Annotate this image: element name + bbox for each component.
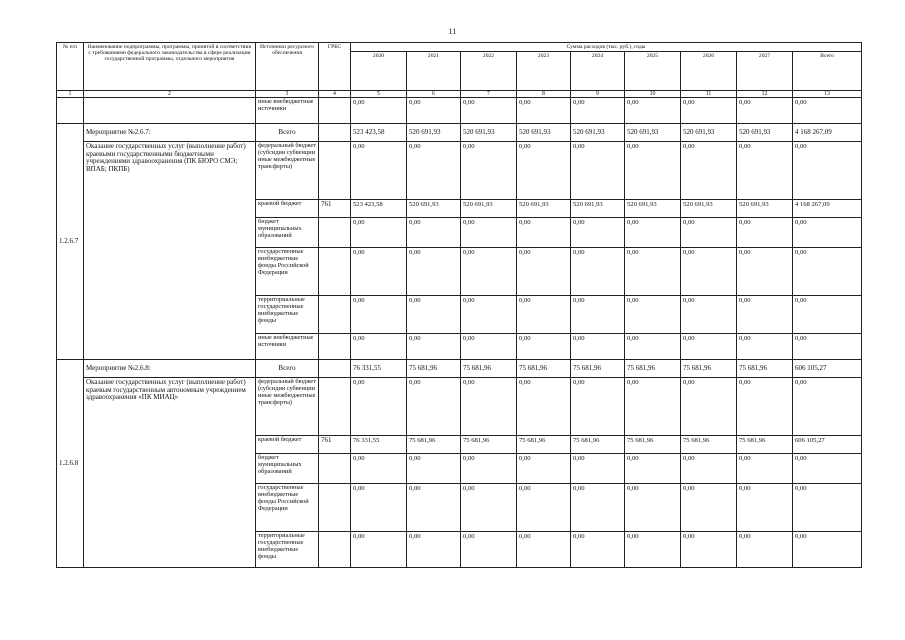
value-cell: 0,00 bbox=[681, 218, 737, 248]
value-cell: 76 331,55 bbox=[351, 436, 407, 454]
value-cell: 0,00 bbox=[517, 98, 571, 124]
event-number: 1.2.6.7 bbox=[57, 124, 84, 360]
value-cell: 0,00 bbox=[407, 98, 461, 124]
total-value: 520 691,93 bbox=[681, 124, 737, 142]
source-cell: федеральный бюджет (субсидии субвенции иные межбюджетные трансферты) bbox=[256, 378, 319, 436]
header-expenses: Сумма расходов (тыс. руб.), годы bbox=[351, 43, 862, 52]
value-cell: 0,00 bbox=[681, 484, 737, 532]
value-cell: 0,00 bbox=[517, 532, 571, 568]
grbs-cell bbox=[319, 378, 351, 436]
value-cell: 0,00 bbox=[407, 532, 461, 568]
value-cell: 75 681,96 bbox=[461, 436, 517, 454]
grbs-cell bbox=[319, 142, 351, 200]
value-cell: 0,00 bbox=[351, 296, 407, 334]
value-cell: 0,00 bbox=[737, 218, 793, 248]
total-value: 75 681,96 bbox=[681, 360, 737, 378]
value-cell: 0,00 bbox=[571, 334, 625, 360]
source-cell: краевой бюджет bbox=[256, 200, 319, 218]
value-cell: 0,00 bbox=[351, 454, 407, 484]
value-cell: 520 691,93 bbox=[737, 200, 793, 218]
column-number: 3 bbox=[256, 91, 319, 98]
table-row bbox=[57, 98, 862, 124]
event-description: Оказание государственных услуг (выполнение работ) краевыми государственными бюджетными учреждениями здравоохранения (ПК БЮРО СМЭ; ВПАБ; ПКПБ) bbox=[84, 142, 256, 360]
value-cell: 0,00 bbox=[681, 334, 737, 360]
source-cell: территориальные государственные внебюджетные фонды bbox=[256, 296, 319, 334]
value-cell: 0,00 bbox=[461, 484, 517, 532]
value-cell: 0,00 bbox=[737, 296, 793, 334]
grbs-cell bbox=[319, 248, 351, 296]
table-header bbox=[57, 43, 862, 98]
budget-table bbox=[56, 42, 862, 568]
value-cell: 0,00 bbox=[351, 378, 407, 436]
event-number: 1.2.6.8 bbox=[57, 360, 84, 568]
value-cell: 0,00 bbox=[737, 142, 793, 200]
value-cell: 0,00 bbox=[407, 454, 461, 484]
column-number: 10 bbox=[625, 91, 681, 98]
total-value: 75 681,96 bbox=[461, 360, 517, 378]
total-value: 520 691,93 bbox=[625, 124, 681, 142]
grbs-cell bbox=[319, 360, 351, 378]
source-cell: бюджет муниципальных образований bbox=[256, 454, 319, 484]
value-cell: 0,00 bbox=[625, 296, 681, 334]
total-value: 75 681,96 bbox=[407, 360, 461, 378]
value-cell: 0,00 bbox=[681, 532, 737, 568]
value-cell: 0,00 bbox=[625, 248, 681, 296]
total-value: 76 331,55 bbox=[351, 360, 407, 378]
value-cell: 0,00 bbox=[681, 378, 737, 436]
value-cell: 0,00 bbox=[407, 142, 461, 200]
total-value: 520 691,93 bbox=[461, 124, 517, 142]
grbs-cell bbox=[319, 124, 351, 142]
header-grbs: ГРБС bbox=[319, 43, 351, 91]
source-cell: иные внебюджетные источники bbox=[256, 98, 319, 124]
table-row bbox=[57, 124, 862, 142]
value-cell: 0,00 bbox=[737, 378, 793, 436]
value-cell: 0,00 bbox=[407, 218, 461, 248]
total-value: 75 681,96 bbox=[517, 360, 571, 378]
value-cell: 0,00 bbox=[517, 248, 571, 296]
value-cell: 0,00 bbox=[793, 532, 862, 568]
total-value: 520 691,93 bbox=[407, 124, 461, 142]
value-cell: 0,00 bbox=[571, 218, 625, 248]
value-cell: 0,00 bbox=[793, 98, 862, 124]
event-title: Мероприятие №2.6.8: bbox=[84, 360, 256, 378]
value-cell: 0,00 bbox=[461, 248, 517, 296]
value-cell: 75 681,96 bbox=[625, 436, 681, 454]
value-cell: 0,00 bbox=[461, 98, 517, 124]
total-value: 75 681,96 bbox=[571, 360, 625, 378]
header-year: 2020 bbox=[351, 52, 407, 91]
header-year: 2021 bbox=[407, 52, 461, 91]
column-number: 7 bbox=[461, 91, 517, 98]
header-year: 2023 bbox=[517, 52, 571, 91]
value-cell: 75 681,96 bbox=[571, 436, 625, 454]
grbs-cell: 761 bbox=[319, 200, 351, 218]
total-label: Всего bbox=[256, 360, 319, 378]
value-cell: 75 681,96 bbox=[737, 436, 793, 454]
grbs-cell bbox=[319, 296, 351, 334]
value-cell: 0,00 bbox=[737, 484, 793, 532]
value-cell: 0,00 bbox=[793, 296, 862, 334]
value-cell: 0,00 bbox=[793, 334, 862, 360]
value-cell: 0,00 bbox=[407, 378, 461, 436]
value-cell: 0,00 bbox=[461, 532, 517, 568]
value-cell: 0,00 bbox=[407, 248, 461, 296]
column-number: 9 bbox=[571, 91, 625, 98]
column-number: 13 bbox=[793, 91, 862, 98]
value-cell: 0,00 bbox=[351, 218, 407, 248]
source-cell: государственные внебюджетные фонды Российской Федерации bbox=[256, 248, 319, 296]
empty-cell bbox=[57, 98, 84, 124]
total-value: 523 423,58 bbox=[351, 124, 407, 142]
header-name: Наименование подпрограммы, программы, принятой в соответствии с требованиями федерального законодательства в сфере реализации государственной программы, отдельного мероприятия bbox=[84, 43, 256, 91]
total-value: 75 681,96 bbox=[625, 360, 681, 378]
value-cell: 0,00 bbox=[737, 454, 793, 484]
value-cell: 0,00 bbox=[681, 248, 737, 296]
page-number: 11 bbox=[448, 27, 457, 36]
value-cell: 0,00 bbox=[571, 454, 625, 484]
column-number: 4 bbox=[319, 91, 351, 98]
header-sources: Источники ресурсного обеспечения bbox=[256, 43, 319, 91]
value-cell: 0,00 bbox=[571, 378, 625, 436]
header-year: 2025 bbox=[625, 52, 681, 91]
value-cell: 0,00 bbox=[737, 248, 793, 296]
value-cell: 0,00 bbox=[681, 296, 737, 334]
header-year: 2027 bbox=[737, 52, 793, 91]
value-cell: 0,00 bbox=[407, 334, 461, 360]
value-cell: 0,00 bbox=[461, 218, 517, 248]
source-cell: территориальные государственные внебюджетные фонды bbox=[256, 532, 319, 568]
value-cell: 75 681,96 bbox=[517, 436, 571, 454]
value-cell: 0,00 bbox=[571, 98, 625, 124]
value-cell: 0,00 bbox=[461, 454, 517, 484]
value-cell: 0,00 bbox=[351, 532, 407, 568]
value-cell: 0,00 bbox=[517, 378, 571, 436]
value-cell: 520 691,93 bbox=[625, 200, 681, 218]
value-cell: 0,00 bbox=[737, 98, 793, 124]
grbs-cell bbox=[319, 454, 351, 484]
value-cell: 0,00 bbox=[351, 98, 407, 124]
source-cell: бюджет муниципальных образований bbox=[256, 218, 319, 248]
value-cell: 0,00 bbox=[461, 142, 517, 200]
value-cell: 0,00 bbox=[681, 98, 737, 124]
value-cell: 0,00 bbox=[625, 378, 681, 436]
grbs-cell bbox=[319, 484, 351, 532]
column-number: 2 bbox=[84, 91, 256, 98]
event-description: Оказание государственных услуг (выполнение работ) краевым государственным автономным учреждением здравоохранения «ПК МИАЦ» bbox=[84, 378, 256, 568]
value-cell: 75 681,96 bbox=[681, 436, 737, 454]
value-cell: 0,00 bbox=[625, 142, 681, 200]
value-cell: 4 168 267,09 bbox=[793, 200, 862, 218]
value-cell: 520 691,93 bbox=[571, 200, 625, 218]
value-cell: 0,00 bbox=[517, 484, 571, 532]
table-row bbox=[57, 142, 862, 200]
value-cell: 520 691,93 bbox=[407, 200, 461, 218]
column-number: 11 bbox=[681, 91, 737, 98]
value-cell: 0,00 bbox=[625, 484, 681, 532]
table-row bbox=[57, 378, 862, 436]
value-cell: 0,00 bbox=[517, 454, 571, 484]
header-year: 2024 bbox=[571, 52, 625, 91]
value-cell: 0,00 bbox=[681, 142, 737, 200]
value-cell: 0,00 bbox=[793, 218, 862, 248]
grbs-cell bbox=[319, 334, 351, 360]
value-cell: 0,00 bbox=[625, 454, 681, 484]
total-value: 75 681,96 bbox=[737, 360, 793, 378]
value-cell: 0,00 bbox=[571, 296, 625, 334]
value-cell: 0,00 bbox=[351, 334, 407, 360]
total-value: 4 168 267,09 bbox=[793, 124, 862, 142]
value-cell: 0,00 bbox=[407, 484, 461, 532]
value-cell: 606 105,27 bbox=[793, 436, 862, 454]
value-cell: 0,00 bbox=[793, 142, 862, 200]
empty-cell bbox=[84, 98, 256, 124]
value-cell: 0,00 bbox=[461, 334, 517, 360]
column-number: 12 bbox=[737, 91, 793, 98]
value-cell: 0,00 bbox=[571, 142, 625, 200]
total-value: 520 691,93 bbox=[571, 124, 625, 142]
value-cell: 0,00 bbox=[517, 334, 571, 360]
value-cell: 520 691,93 bbox=[517, 200, 571, 218]
table-row bbox=[57, 360, 862, 378]
total-label: Всего bbox=[256, 124, 319, 142]
value-cell: 0,00 bbox=[625, 98, 681, 124]
total-value: 520 691,93 bbox=[737, 124, 793, 142]
source-cell: федеральный бюджет (субсидии субвенции иные межбюджетные трансферты) bbox=[256, 142, 319, 200]
value-cell: 0,00 bbox=[681, 454, 737, 484]
header-year: 2026 bbox=[681, 52, 737, 91]
value-cell: 520 691,93 bbox=[461, 200, 517, 218]
total-value: 520 691,93 bbox=[517, 124, 571, 142]
event-title: Мероприятие №2.6.7: bbox=[84, 124, 256, 142]
grbs-cell: 761 bbox=[319, 436, 351, 454]
value-cell: 0,00 bbox=[517, 142, 571, 200]
value-cell: 0,00 bbox=[461, 296, 517, 334]
value-cell: 0,00 bbox=[793, 378, 862, 436]
grbs-cell bbox=[319, 218, 351, 248]
column-number: 1 bbox=[57, 91, 84, 98]
value-cell: 0,00 bbox=[571, 484, 625, 532]
source-cell: государственные внебюджетные фонды Российской Федерации bbox=[256, 484, 319, 532]
value-cell: 0,00 bbox=[625, 218, 681, 248]
value-cell: 0,00 bbox=[351, 142, 407, 200]
header-year: 2022 bbox=[461, 52, 517, 91]
value-cell: 0,00 bbox=[571, 532, 625, 568]
value-cell: 75 681,96 bbox=[407, 436, 461, 454]
value-cell: 0,00 bbox=[351, 484, 407, 532]
source-cell: краевой бюджет bbox=[256, 436, 319, 454]
column-number: 6 bbox=[407, 91, 461, 98]
value-cell: 0,00 bbox=[407, 296, 461, 334]
value-cell: 0,00 bbox=[625, 334, 681, 360]
table-body bbox=[57, 98, 862, 568]
value-cell: 0,00 bbox=[571, 248, 625, 296]
grbs-cell bbox=[319, 532, 351, 568]
column-numbers-row bbox=[57, 91, 862, 98]
value-cell: 0,00 bbox=[793, 454, 862, 484]
header-num: № п/п bbox=[57, 43, 84, 91]
value-cell: 520 691,93 bbox=[681, 200, 737, 218]
value-cell: 0,00 bbox=[351, 248, 407, 296]
value-cell: 0,00 bbox=[737, 532, 793, 568]
column-number: 8 bbox=[517, 91, 571, 98]
value-cell: 523 423,58 bbox=[351, 200, 407, 218]
value-cell: 0,00 bbox=[793, 248, 862, 296]
total-value: 606 105,27 bbox=[793, 360, 862, 378]
column-number: 5 bbox=[351, 91, 407, 98]
header-total: Всего bbox=[793, 52, 862, 91]
value-cell: 0,00 bbox=[517, 218, 571, 248]
value-cell: 0,00 bbox=[461, 378, 517, 436]
value-cell: 0,00 bbox=[737, 334, 793, 360]
value-cell: 0,00 bbox=[793, 484, 862, 532]
source-cell: иные внебюджетные источники bbox=[256, 334, 319, 360]
grbs-cell bbox=[319, 98, 351, 124]
value-cell: 0,00 bbox=[517, 296, 571, 334]
value-cell: 0,00 bbox=[625, 532, 681, 568]
